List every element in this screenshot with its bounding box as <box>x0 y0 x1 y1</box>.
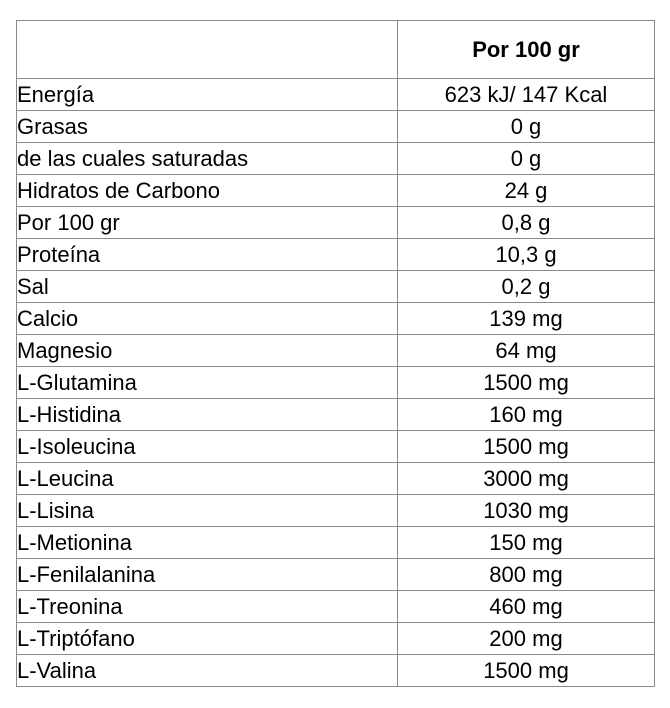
nutrient-value: 623 kJ/ 147 Kcal <box>398 79 655 111</box>
header-name-cell <box>17 21 398 79</box>
nutrition-table <box>16 20 655 687</box>
nutrient-name: Magnesio <box>17 335 398 367</box>
table-row <box>17 623 655 655</box>
table-row <box>17 271 655 303</box>
table-header-row <box>17 21 655 79</box>
table-row <box>17 655 655 687</box>
nutrient-value: 24 g <box>398 175 655 207</box>
table-row <box>17 399 655 431</box>
nutrient-value: 460 mg <box>398 591 655 623</box>
table-row <box>17 591 655 623</box>
nutrient-name: L-Fenilalanina <box>17 559 398 591</box>
table-row <box>17 79 655 111</box>
table-row <box>17 367 655 399</box>
table-row <box>17 111 655 143</box>
nutrient-name: Sal <box>17 271 398 303</box>
nutrient-value: 0 g <box>398 111 655 143</box>
nutrient-value: 139 mg <box>398 303 655 335</box>
table-row <box>17 527 655 559</box>
header-value-cell: Por 100 gr <box>398 21 655 79</box>
nutrient-name: L-Leucina <box>17 463 398 495</box>
nutrient-value: 1500 mg <box>398 431 655 463</box>
nutrient-name: de las cuales saturadas <box>17 143 398 175</box>
nutrient-name: L-Lisina <box>17 495 398 527</box>
nutrient-name: Proteína <box>17 239 398 271</box>
nutrient-value: 1500 mg <box>398 367 655 399</box>
nutrient-name: Por 100 gr <box>17 207 398 239</box>
nutrient-name: Energía <box>17 79 398 111</box>
table-body <box>17 79 655 687</box>
table-row <box>17 143 655 175</box>
table-row <box>17 303 655 335</box>
nutrient-value: 1500 mg <box>398 655 655 687</box>
nutrient-name: L-Glutamina <box>17 367 398 399</box>
nutrient-name: L-Isoleucina <box>17 431 398 463</box>
table-row <box>17 495 655 527</box>
nutrient-value: 0 g <box>398 143 655 175</box>
table-row <box>17 239 655 271</box>
nutrient-name: L-Treonina <box>17 591 398 623</box>
table-row <box>17 431 655 463</box>
table-row <box>17 463 655 495</box>
nutrient-value: 64 mg <box>398 335 655 367</box>
nutrient-name: Calcio <box>17 303 398 335</box>
nutrient-value: 10,3 g <box>398 239 655 271</box>
nutrient-name: L-Metionina <box>17 527 398 559</box>
table-row <box>17 175 655 207</box>
nutrient-value: 1030 mg <box>398 495 655 527</box>
nutrient-name: L-Valina <box>17 655 398 687</box>
nutrient-name: Grasas <box>17 111 398 143</box>
nutrient-value: 200 mg <box>398 623 655 655</box>
nutrient-value: 0,8 g <box>398 207 655 239</box>
nutrient-value: 3000 mg <box>398 463 655 495</box>
nutrient-value: 150 mg <box>398 527 655 559</box>
nutrient-name: L-Triptófano <box>17 623 398 655</box>
nutrient-value: 800 mg <box>398 559 655 591</box>
nutrient-value: 0,2 g <box>398 271 655 303</box>
table-row <box>17 335 655 367</box>
table-row <box>17 559 655 591</box>
nutrient-value: 160 mg <box>398 399 655 431</box>
table-row <box>17 207 655 239</box>
nutrient-name: Hidratos de Carbono <box>17 175 398 207</box>
nutrition-table-container <box>16 20 654 687</box>
nutrient-name: L-Histidina <box>17 399 398 431</box>
